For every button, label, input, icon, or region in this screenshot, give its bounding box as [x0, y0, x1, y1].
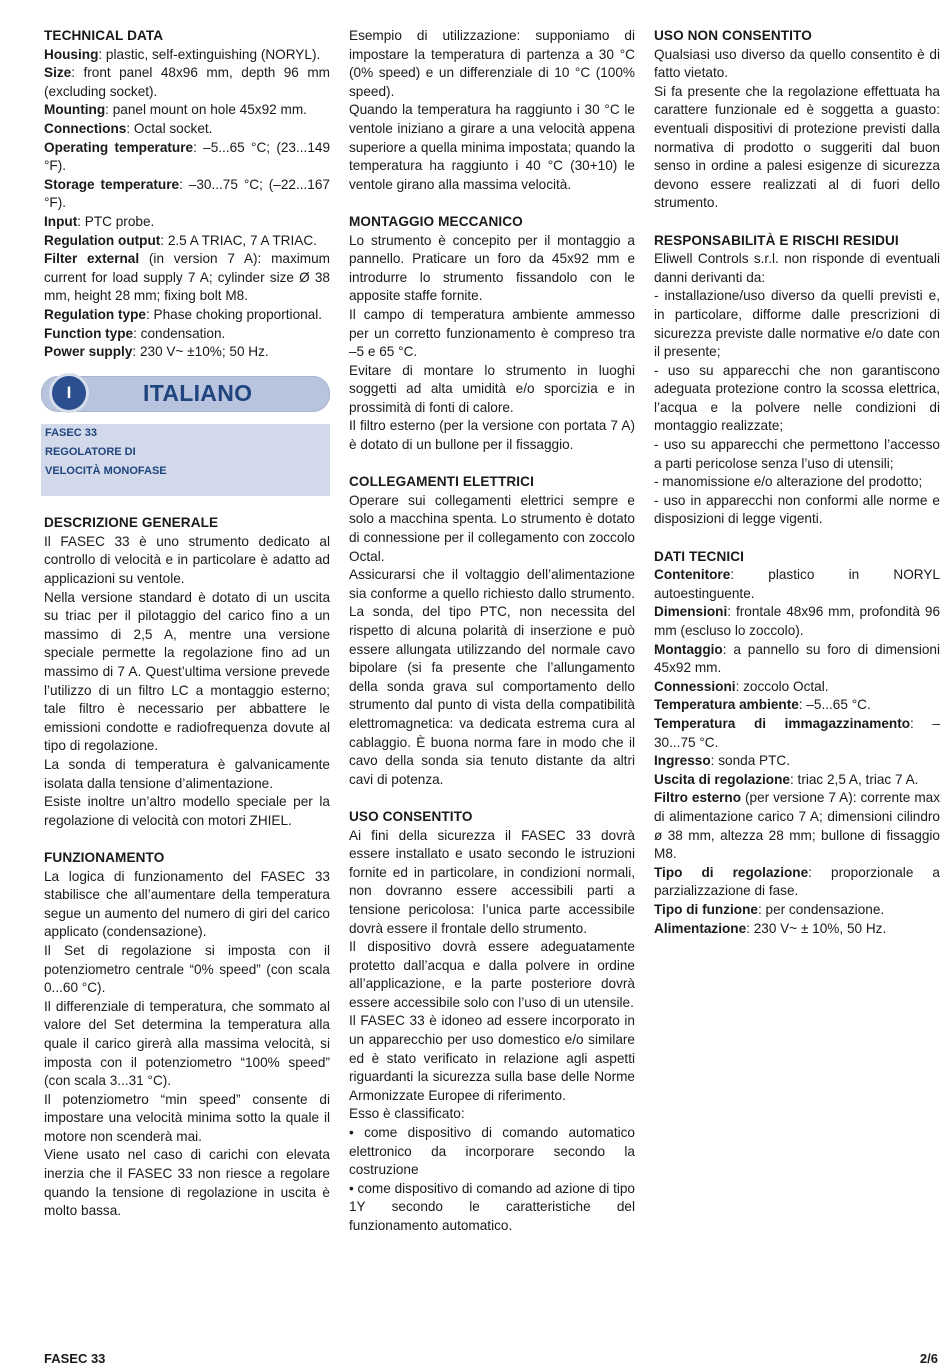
spec-value: : – 30...75 °C.	[654, 715, 940, 750]
spec-value: : 230 V~ ±10%; 50 Hz.	[132, 344, 269, 360]
spec-value: : plastico in NORYL autoestinguente.	[654, 567, 940, 601]
spec-item	[654, 696, 940, 715]
funzionamento-heading: FUNZIONAMENTO	[44, 849, 165, 865]
paragraph: Evitare di montare lo strumento in luoghi soggetti ad alta umidità e/o sporcizia e in prossimità di fonti di calore.	[349, 362, 635, 415]
spec-item	[44, 120, 330, 139]
spec-value: : 230 V~ ± 10%, 50 Hz.	[746, 920, 887, 936]
spec-label: Function type	[44, 325, 134, 341]
paragraph: Esso è classificato:	[349, 1106, 465, 1122]
paragraph: Esempio di utilizzazione: supponiamo di impostare la temperatura di partenza a 30 °C (0% speed) e un differenziale di 10 °C (100% speed).	[349, 28, 635, 99]
footer-page-number: 2/6	[919, 1351, 938, 1366]
spec-item	[44, 250, 330, 306]
spec-value: : PTC probe.	[77, 213, 155, 229]
paragraph: Nella versione standard è dotato di un uscita su triac per il pilotaggio del carico fino a un massimo di 2,5 A, mentre una versione speciale permette la regolazione fino ad un massimo di 7 A. Quest’ultima versione prevede l’utilizzo di un filtro LC a montaggio esterno; tale filtro è necessario per abbattere le emissioni condotte e radiofrequenza dovute al tipo di regolazione.	[44, 589, 330, 754]
spec-label: Regulation output	[44, 232, 161, 248]
technical-data-heading: TECHNICAL DATA	[44, 28, 164, 43]
spec-item	[44, 139, 330, 176]
paragraph: La sonda di temperatura è galvanicamente isolata dalla tensione d’alimentazione.	[44, 757, 330, 791]
paragraph: Viene usato nel caso di carichi con elevata inerzia che il FASEC 33 non riesce a regolare quando la tensione di regolazione in uscita è molto bassa.	[44, 1147, 330, 1219]
spec-label: Temperatura ambiente	[654, 697, 799, 713]
paragraph: - uso su apparecchi che permettono l’accesso a parti pericolose senza l’uso di utensili;	[654, 437, 940, 471]
language-banner	[41, 376, 330, 412]
paragraph: La logica di funzionamento del FASEC 33 stabilisce che all’aumentare della temperatura segue un aumento del numero di giri del carico applicato (condensazione).	[44, 868, 330, 940]
funzionamento-body	[44, 868, 330, 1221]
paragraph: Ai fini della sicurezza il FASEC 33 dovrà essere installato e usato secondo le istruzioni fornite ed in particolare, in condizioni normali, non dovranno essere accessibili parti a tensione pericolosa: l’unica parte accessibile dovrà essere il frontale dello strumento.	[349, 827, 635, 936]
spec-label: Filter external	[44, 251, 140, 267]
descrizione-heading: DESCRIZIONE GENERALE	[44, 515, 219, 531]
footer-product-name: FASEC 33	[44, 1351, 106, 1366]
spec-label: Contenitore	[654, 567, 731, 583]
descrizione-body	[44, 533, 330, 831]
montaggio-heading: MONTAGGIO MECCANICO	[349, 213, 523, 229]
spec-label: Power supply	[44, 344, 133, 360]
spec-item	[654, 771, 940, 790]
montaggio-body	[349, 232, 635, 455]
spec-label: Connections	[44, 120, 127, 136]
spec-label: Dimensioni	[654, 604, 728, 620]
spec-item	[44, 232, 330, 251]
spec-label: Ingresso	[654, 753, 711, 769]
spec-value: : Octal socket.	[126, 120, 213, 136]
spec-item	[654, 566, 940, 603]
spec-value: : 2.5 A TRIAC, 7 A TRIAC.	[160, 232, 317, 248]
paragraph: Il campo di temperatura ambiente ammesso per un corretto funzionamento è compreso tra –5 e 65 °C.	[349, 306, 635, 360]
paragraph: Il Set di regolazione si imposta con il potenziometro centrale “0% speed” (con scala 0...60 °C).	[44, 942, 330, 996]
uso-consentito-body	[349, 827, 635, 1236]
language-letter-badge: I	[49, 373, 89, 413]
spec-value: : Phase choking proportional.	[145, 306, 323, 322]
spec-item	[654, 864, 940, 901]
spec-label: Tipo di regolazione	[654, 864, 809, 880]
technical-data-list	[44, 46, 330, 362]
spec-item	[44, 213, 330, 232]
esempio-body	[349, 27, 635, 194]
spec-value: : –30...75 °C; (–22...167 °F).	[44, 176, 330, 211]
spec-item	[44, 343, 330, 362]
spec-value: : plastic, self-extinguishing (NORYL).	[98, 46, 321, 62]
spec-item	[654, 603, 940, 640]
spec-value: : frontale 48x96 mm, profondità 96 mm (escluso lo zoccolo).	[654, 604, 940, 638]
paragraph: Si fa presente che la regolazione effettuata ha carattere funzionale ed è soggetta a guasto: eventuali dispositivi di protezione previsti dalla normativa di prodotto o suggeriti dal buon senso in ordine a palesi esigenze di sicurezza devono essere realizzati al di fuori dello strumento.	[654, 83, 940, 211]
paragraph: - uso in apparecchi non conformi alle norme e disposizioni di legge vigenti.	[654, 492, 940, 527]
paragraph: Operare sui collegamenti elettrici sempre e solo a macchina spenta. Lo strumento è dotato di connessione per il collegamento con zoccolo Octal.	[349, 492, 635, 564]
spec-value: : front panel 48x96 mm, depth 96 mm (excluding socket).	[44, 65, 330, 99]
spec-value: (in version 7 A): maximum current for load supply 7 A; cylinder size Ø 38 mm, height 28 mm; fixing bolt M8.	[44, 251, 330, 304]
spec-value: : sonda PTC.	[710, 753, 791, 769]
paragraph: • come dispositivo di comando ad azione di tipo 1Y secondo le caratteristiche del funzionamento automatico.	[349, 1180, 635, 1233]
paragraph: Eliwell Controls s.r.l. non risponde di eventuali danni derivanti da:	[654, 251, 940, 285]
spec-value: : panel mount on hole 45x92 mm.	[105, 102, 307, 118]
paragraph: Il filtro esterno (per la versione con portata 7 A) è dotato di un bullone per il fissaggio.	[349, 418, 635, 453]
spec-value: : –5...65 °C.	[798, 697, 871, 713]
spec-item	[44, 101, 330, 120]
spec-label: Uscita di regolazione	[654, 771, 790, 787]
dati-tecnici-list	[654, 566, 940, 938]
language-title: ITALIANO	[143, 379, 253, 406]
paragraph: Qualsiasi uso diverso da quello consentito è di fatto vietato.	[654, 46, 940, 81]
spec-item	[44, 325, 330, 344]
spec-label: Size	[44, 65, 72, 81]
spec-item	[44, 64, 330, 101]
spec-item	[44, 306, 330, 325]
spec-item	[654, 752, 940, 771]
spec-label: Alimentazione	[654, 920, 747, 936]
column-2	[349, 27, 635, 1236]
spec-item	[654, 641, 940, 678]
spec-item	[654, 715, 940, 752]
responsabilita-heading: RESPONSABILITÀ E RISCHI RESIDUI	[654, 232, 899, 248]
spec-label: Filtro esterno	[654, 790, 742, 806]
spec-value: : a pannello su foro di dimensioni 45x92 mm.	[654, 641, 940, 676]
spec-label: Housing	[44, 46, 99, 62]
column-3	[654, 27, 940, 938]
paragraph: Il FASEC 33 è uno strumento dedicato al controllo di velocità e in particolare è adatto ad applicazioni su ventole.	[44, 533, 330, 587]
spec-label: Regulation type	[44, 306, 146, 322]
product-subtitle-line-2: VELOCITÀ MONOFASE	[45, 464, 167, 477]
spec-item	[654, 901, 940, 920]
spec-label: Input	[44, 213, 78, 229]
spec-label: Storage temperature	[44, 176, 180, 192]
product-name: FASEC 33	[45, 426, 97, 439]
uso-non-consentito-heading: USO NON CONSENTITO	[654, 28, 812, 43]
dati-tecnici-heading: DATI TECNICI	[654, 548, 745, 564]
spec-label: Montaggio	[654, 641, 723, 657]
spec-item	[654, 678, 940, 697]
paragraph: Il FASEC 33 è idoneo ad essere incorporato in un apparecchio per uso domestico e/o similare ed è stato verificato in relazione agli aspetti riguardanti la sicurezza sulla base delle Norme Armonizzate Europee di riferimento.	[349, 1013, 635, 1103]
paragraph: Lo strumento è concepito per il montaggio a pannello. Praticare un foro da 45x92 mm e introdurre lo strumento fissandolo con le apposite staffe fornite.	[349, 232, 635, 304]
paragraph: Quando la temperatura ha raggiunto i 30 °C le ventole iniziano a girare a una velocità appena superiore a quella minima impostata; quando la temperatura ha raggiunto i 40 °C (30+10) le ventole girano alla massima velocità.	[349, 102, 635, 192]
paragraph: Assicurarsi che il voltaggio dell’alimentazione sia conforme a quello richiesto dallo strumento. La sonda, del tipo PTC, non necessita del rispetto di alcuna polarità di inserzione e può essere allungata utilizzando del normale cavo bipolare (si fa presente che l’allungamento della sonda grava sul comportamento dello strumento dal punto di vista della compatibilità elettromagnetica: va dedicata estrema cura al cablaggio. È buona norma fare in modo che il cavo della sonda sia tenuto distante da altri cavi di potenza.	[349, 567, 635, 787]
spec-label: Operating temperature	[44, 139, 194, 155]
spec-value: : triac 2,5 A, triac 7 A.	[789, 771, 919, 787]
spec-label: Temperatura di immagazzinamento	[654, 715, 911, 731]
product-subtitle-line-1: REGOLATORE DI	[45, 445, 136, 458]
spec-value: : per condensazione.	[757, 901, 885, 917]
collegamenti-body	[349, 492, 635, 790]
paragraph: Il dispositivo dovrà essere adeguatamente protetto dall’acqua e dalla polvere in ordine all’applicazione, e la parte posteriore dovrà essere accessibile solo con l’uso di un utensile.	[349, 939, 635, 1010]
collegamenti-heading: COLLEGAMENTI ELETTRICI	[349, 474, 534, 490]
spec-value: : zoccolo Octal.	[735, 678, 829, 694]
spec-item	[654, 789, 940, 863]
paragraph: Il differenziale di temperatura, che sommato al valore del Set determina la temperatura alla quale il carico girerà alla massima velocità, si imposta con il potenziometro “100% speed” (con scala 3...31 °C).	[44, 998, 330, 1089]
uso-consentito-heading: USO CONSENTITO	[349, 808, 473, 824]
spec-label: Tipo di funzione	[654, 901, 758, 917]
spec-value: (per versione 7 A): corrente max di alimentazione carico 7 A; dimensioni cilindro ø 38 mm, altezza 28 mm; bullone di fissaggio M8.	[654, 790, 940, 862]
spec-item	[654, 920, 940, 939]
spec-value: : condensation.	[133, 325, 226, 341]
paragraph: - uso su apparecchi che non garantiscono adeguata protezione contro la scossa elettrica, l’acqua e la polvere nelle condizioni di montaggio realizzate;	[654, 362, 940, 434]
column-1	[44, 27, 330, 1221]
spec-value: : proporzionale a parzializzazione di fase.	[654, 864, 940, 899]
paragraph: Esiste inoltre un’altro modello speciale per la regolazione di velocità con motori ZHIEL.	[44, 794, 330, 828]
paragraph: - installazione/uso diverso da quelli previsti e, in particolare, difforme dalle prescrizioni di sicurezza previste dalle normative e/o date con il presente;	[654, 288, 940, 360]
spec-item	[44, 46, 330, 65]
spec-value: : –5...65 °C; (23...149 °F).	[44, 139, 331, 174]
uso-non-consentito-body	[654, 46, 940, 213]
product-title-box	[41, 424, 330, 496]
responsabilita-body	[654, 250, 940, 529]
spec-label: Mounting	[44, 102, 106, 118]
paragraph: • come dispositivo di comando automatico elettronico da incorporare secondo la costruzione	[349, 1125, 635, 1178]
paragraph: - manomissione e/o alterazione del prodotto;	[654, 474, 923, 490]
spec-label: Connessioni	[654, 678, 736, 694]
spec-item	[44, 176, 330, 213]
paragraph: Il potenziometro “min speed” consente di impostare una velocità minima sotto la quale il motore non scenderà mai.	[44, 1091, 330, 1144]
